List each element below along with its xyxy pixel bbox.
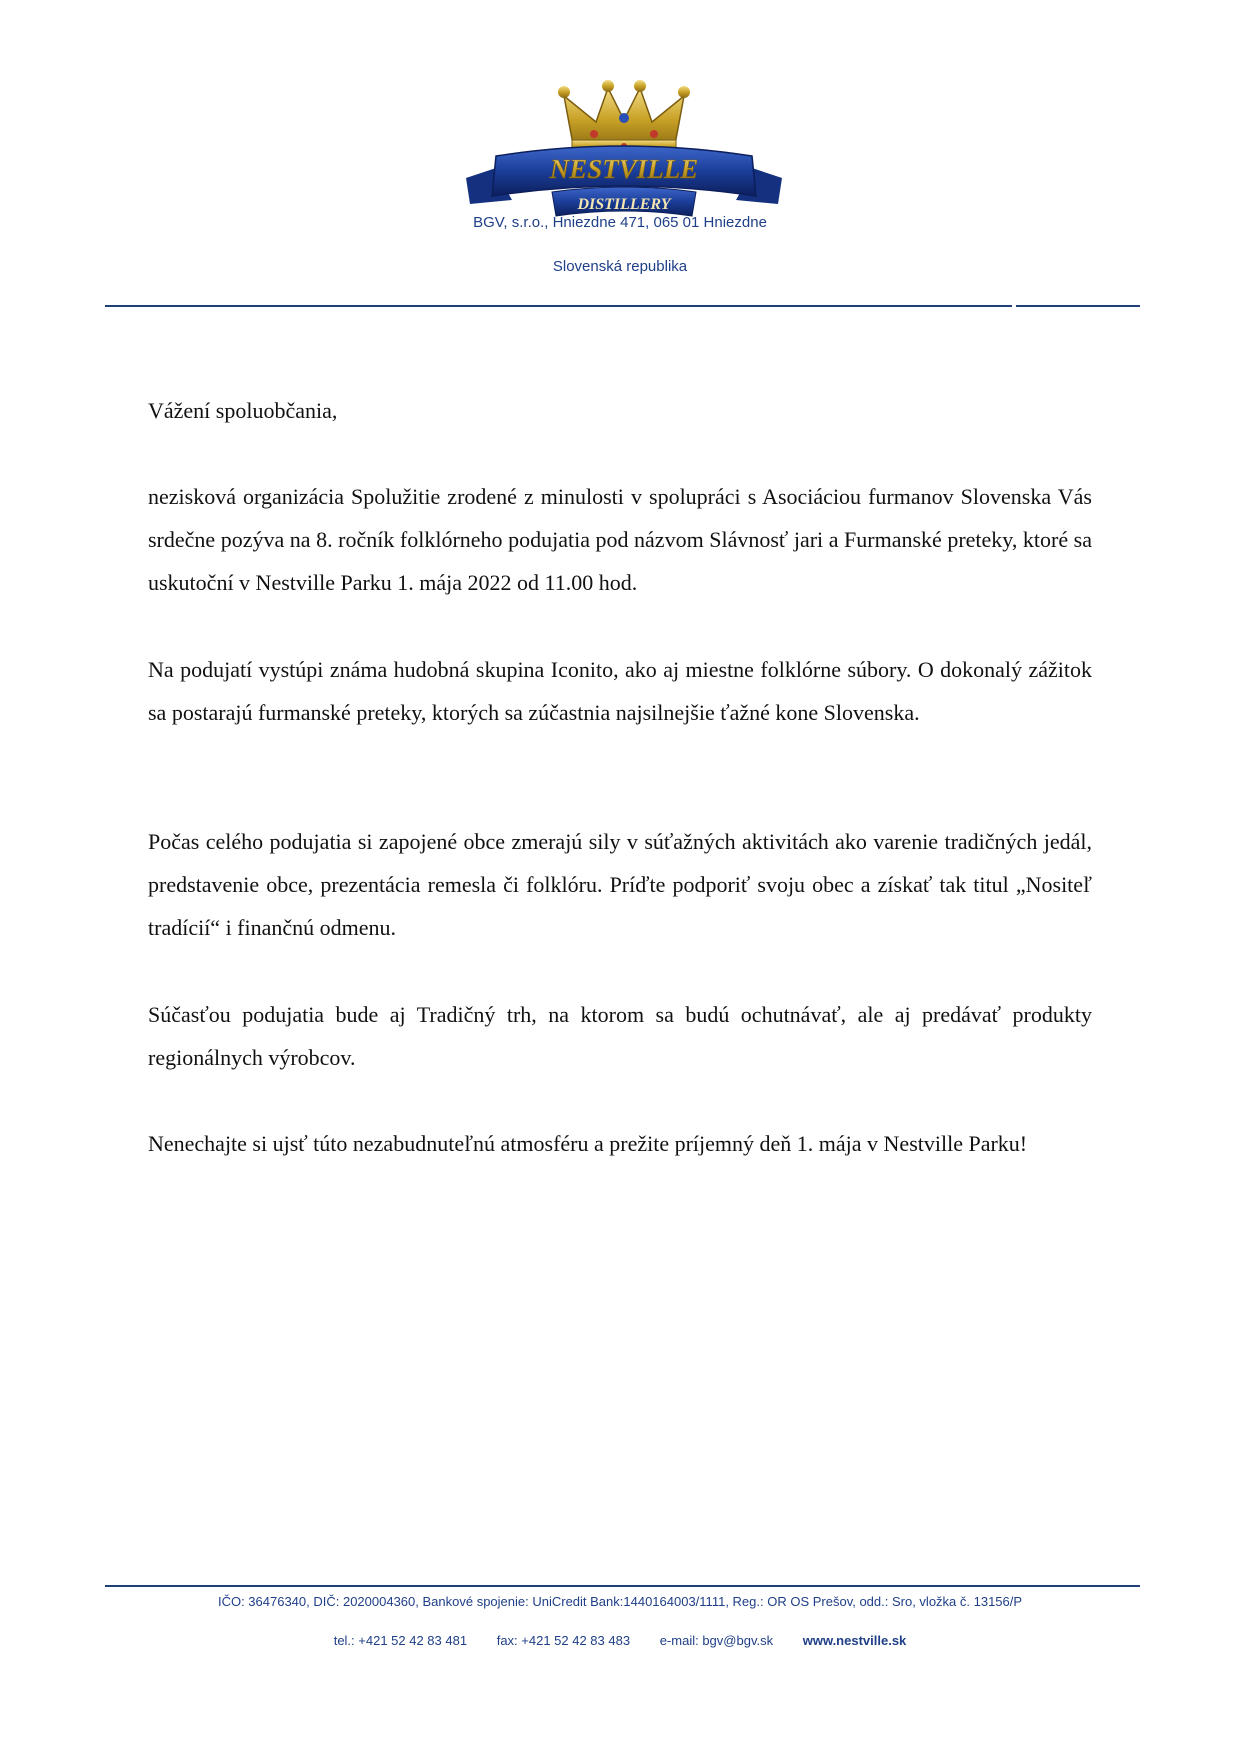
header-divider (105, 305, 1140, 307)
letter-paragraph-2 (148, 648, 1092, 734)
paragraph-text: Na podujatí vystúpi známa hudobná skupina Iconito, ako aj miestne folklórne súbory. O dokonalý zážitok sa postarajú furmanské preteky, ktorých sa zúčastnia najsilnejšie ťažné kone Slovenska. (148, 657, 1092, 725)
letter-salutation (148, 389, 1092, 432)
nestville-distillery-logo (456, 78, 792, 218)
logo-wordmark-top: NESTVILLE (549, 154, 699, 184)
paragraph-text: Súčasťou podujatia bude aj Tradičný trh, na ktorom sa budú ochutnávať, ale aj predávať produkty regionálnych výrobcov. (148, 1002, 1092, 1070)
letter-paragraph-5 (148, 1122, 1092, 1165)
footer-registration: IČO: 36476340, DIČ: 2020004360, Bankové spojenie: UniCredit Bank:1440164003/1111, Reg.: OR OS Prešov, odd.: Sro, vložka č. 13156/P (217, 1594, 1023, 1609)
paragraph-text: Počas celého podujatia si zapojené obce zmerajú sily v súťažných aktivitách ako varenie tradičných jedál, predstavenie obce, prezentácia remesla či folklóru. Príďte podporiť svoju obec a získať tak titul „Nositeľ tradícií“ i finančnú odmenu. (148, 829, 1092, 940)
paragraph-text: Nenechajte si ujsť túto nezabudnuteľnú atmosféru a prežite príjemný deň 1. mája v Nestville Parku! (148, 1131, 1028, 1156)
crown-icon (558, 80, 690, 152)
header-divider-gap (1012, 304, 1016, 308)
letter-paragraph-1 (148, 475, 1092, 604)
company-address: BGV, s.r.o., Hniezdne 471, 065 01 Hniezdne (473, 214, 767, 231)
salutation-text: Vážení spoluobčania, (148, 398, 338, 423)
footer-contacts (0, 1633, 1240, 1648)
footer-divider (105, 1585, 1140, 1587)
footer-email: e-mail: bgv@bgv.sk (659, 1633, 774, 1648)
logo-wordmark-bottom: DISTILLERY (577, 196, 671, 213)
footer-phone: tel.: +421 52 42 83 481 (333, 1633, 468, 1648)
letter-paragraph-4 (148, 993, 1092, 1079)
paragraph-text: nezisková organizácia Spolužitie zrodené z minulosti v spolupráci s Asociáciou furmanov Slovenska Vás srdečne pozýva na 8. ročník folklórneho podujatia pod názvom Slávnosť jari a Furmanské preteky, ktoré sa uskutoční v Nestville Parku 1. mája 2022 od 11.00 hod. (148, 484, 1092, 595)
company-country: Slovenská republika (552, 258, 688, 275)
letter-paragraph-3 (148, 820, 1092, 949)
footer-fax: fax: +421 52 42 83 483 (496, 1633, 631, 1648)
crown-ribbon-emblem-icon (456, 78, 792, 218)
footer-website: www.nestville.sk (802, 1633, 907, 1648)
